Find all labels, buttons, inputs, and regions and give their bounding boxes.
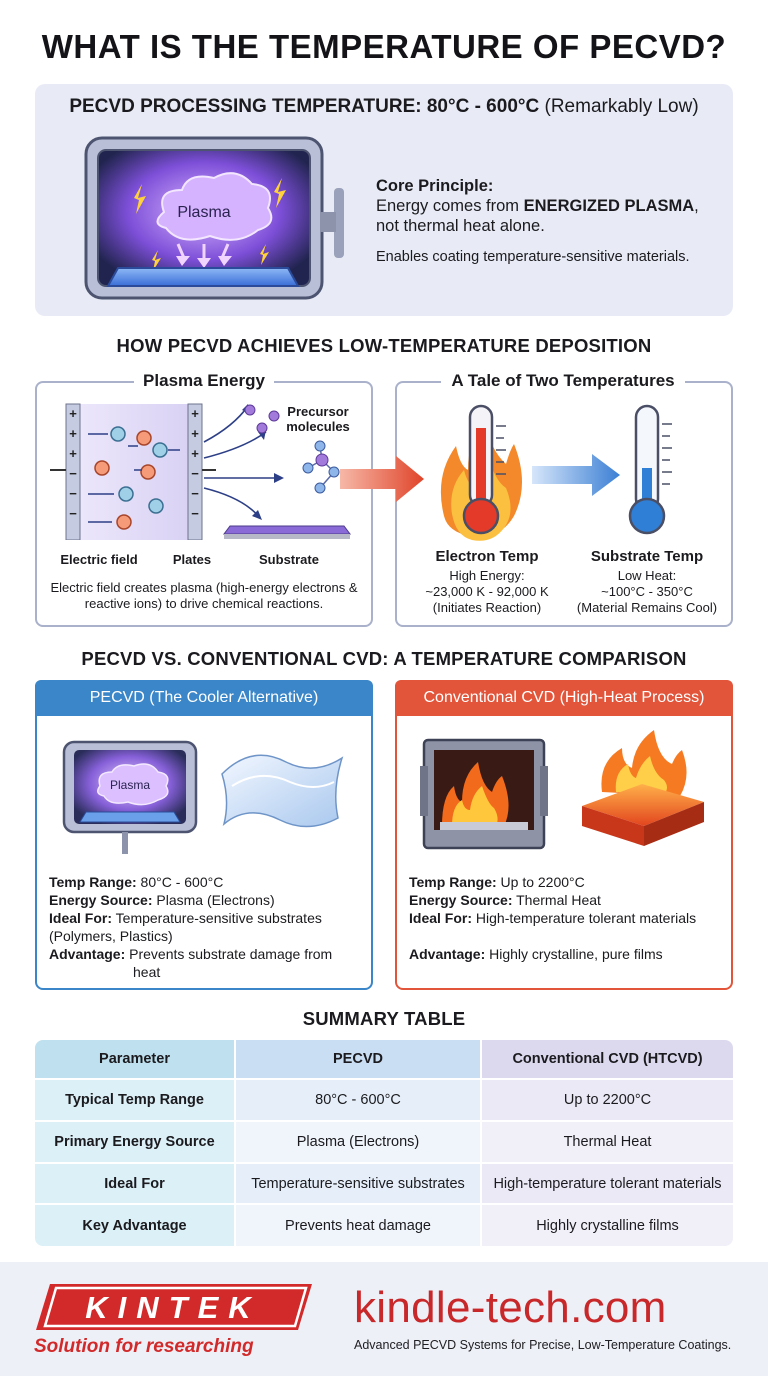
svg-text:+: + [69, 426, 77, 441]
table-cell: Plasma (Electrons) [236, 1122, 482, 1164]
substrate-temp-details [566, 568, 728, 616]
film-sheet-icon [216, 746, 346, 838]
table-row [35, 1080, 733, 1122]
cvd-adv-label: Advantage: [409, 946, 486, 962]
section-title-compare: PECVD VS. CONVENTIONAL CVD: A TEMPERATURE COMPARISON [81, 648, 687, 669]
cvd-temp-value: Up to 2200°C [500, 874, 585, 890]
pecvd-ideal-label: Ideal For: [49, 910, 113, 926]
pecvd-adv-value-2: heat [133, 964, 161, 980]
temp-arrow-blue [530, 452, 622, 498]
hero-title-note: (Remarkably Low) [544, 96, 699, 117]
pecvd-energy-label: Energy Source: [49, 892, 153, 908]
table-cell: Up to 2200°C [482, 1080, 733, 1122]
two-temps-title: A Tale of Two Temperatures [441, 371, 685, 391]
pecvd-card-header: PECVD (The Cooler Alternative) [35, 680, 373, 716]
electron-temp-title: Electron Temp [435, 548, 539, 565]
electron-temp-line-2: ~23,000 K - 92,000 K [425, 584, 549, 599]
summary-table [35, 1040, 733, 1246]
table-header-cell: PECVD [236, 1040, 482, 1080]
enables-text: Enables coating temperature-sensitive materials. [376, 249, 690, 265]
thermometer-hot-icon [434, 398, 524, 543]
svg-text:−: − [191, 486, 199, 501]
svg-text:+: + [69, 406, 77, 421]
svg-text:+: + [69, 446, 77, 461]
svg-text:+: + [191, 406, 199, 421]
table-cell: Highly crystalline films [482, 1205, 733, 1246]
table-header-row [35, 1040, 733, 1080]
cvd-energy-label: Energy Source: [409, 892, 513, 908]
table-row [35, 1122, 733, 1164]
section-title-low-temp: HOW PECVD ACHIEVES LOW-TEMPERATURE DEPOSITION [116, 335, 652, 356]
pecvd-ideal-value: Temperature-sensitive substrates [115, 910, 322, 926]
svg-text:+: + [191, 426, 199, 441]
svg-text:−: − [69, 486, 77, 501]
pecvd-temp-value: 80°C - 600°C [140, 874, 224, 890]
svg-text:−: − [191, 466, 199, 481]
cvd-card-header: Conventional CVD (High-Heat Process) [395, 680, 733, 716]
pecvd-specs [49, 873, 367, 981]
hero-title [35, 96, 733, 118]
pecvd-energy-value: Plasma (Electrons) [156, 892, 275, 908]
pecvd-plasma-label: Plasma [109, 778, 151, 792]
summary-table-title: SUMMARY TABLE [302, 1008, 466, 1029]
cvd-temp-label: Temp Range: [409, 874, 497, 890]
furnace-icon [420, 734, 550, 854]
logo-text: KINTEK [85, 1290, 261, 1325]
precursor-label: Precursor molecules [286, 404, 350, 434]
cvd-ideal-label: Ideal For: [409, 910, 473, 926]
cvd-adv-value: Highly crystalline, pure films [489, 946, 663, 962]
substrate-temp-line-1: Low Heat: [617, 568, 677, 583]
electric-field-label: Electric field [60, 552, 138, 567]
electron-temp-line-3: (Initiates Reaction) [432, 600, 542, 615]
substrate-temp-line-3: (Material Remains Cool) [576, 600, 718, 615]
cvd-energy-value: Thermal Heat [516, 892, 601, 908]
monitor-plasma-icon [78, 128, 348, 308]
core-line-1-bold: ENERGIZED PLASMA [523, 197, 695, 215]
hero-plasma-label: Plasma [177, 204, 231, 221]
table-cell: 80°C - 600°C [236, 1080, 482, 1122]
table-row [35, 1164, 733, 1205]
svg-text:−: − [191, 506, 199, 521]
table-cell: Primary Energy Source [35, 1122, 236, 1164]
table-cell: Temperature-sensitive substrates [236, 1164, 482, 1205]
substrate-temp-title: Substrate Temp [590, 548, 704, 565]
table-cell: High-temperature tolerant materials [482, 1164, 733, 1205]
svg-text:−: − [69, 466, 77, 481]
pecvd-monitor-icon [62, 738, 212, 858]
table-header-cell: Conventional CVD (HTCVD) [482, 1040, 733, 1080]
core-line-1-post: , [694, 197, 699, 215]
substrate-temp-line-2: ~100°C - 350°C [601, 584, 693, 599]
svg-text:−: − [69, 506, 77, 521]
table-cell: Prevents heat damage [236, 1205, 482, 1246]
table-cell: Ideal For [35, 1164, 236, 1205]
svg-text:+: + [191, 446, 199, 461]
plasma-caption: Electric field creates plasma (high-energy electrons & reactive ions) to drive chemical reactions. [50, 580, 358, 611]
page-title: WHAT IS THE TEMPERATURE OF PECVD? [41, 28, 727, 65]
table-header-cell: Parameter [35, 1040, 236, 1080]
domain-text: kindle-tech.com [354, 1283, 667, 1332]
plates-label: Plates [172, 552, 212, 567]
pecvd-adv-label: Advantage: [49, 946, 126, 962]
pecvd-adv-value: Prevents substrate damage from [129, 946, 333, 962]
hot-block-icon [572, 728, 712, 852]
core-line-2: not thermal heat alone. [376, 217, 545, 235]
table-cell: Typical Temp Range [35, 1080, 236, 1122]
pecvd-temp-label: Temp Range: [49, 874, 137, 890]
table-cell: Key Advantage [35, 1205, 236, 1246]
pecvd-ideal-value-2: (Polymers, Plastics) [49, 928, 173, 944]
table-cell: Thermal Heat [482, 1122, 733, 1164]
hero-title-main: PECVD PROCESSING TEMPERATURE: 80°C - 600°C [69, 96, 540, 117]
thermometer-cool-icon [614, 402, 684, 542]
substrate-label: Substrate [259, 552, 319, 567]
table-row [35, 1205, 733, 1246]
logo-tagline: Solution for researching [34, 1336, 254, 1356]
cvd-ideal-value: High-temperature tolerant materials [475, 910, 697, 926]
cvd-specs [409, 873, 727, 963]
core-line-1 [376, 196, 721, 216]
core-principle [376, 176, 721, 236]
plasma-energy-title: Plasma Energy [134, 371, 274, 391]
electron-temp-line-1: High Energy: [449, 568, 525, 583]
temp-arrow-red [338, 454, 426, 504]
core-heading: Core Principle: [376, 177, 494, 195]
kintek-logo [34, 1280, 316, 1356]
core-line-1-pre: Energy comes from [376, 197, 524, 215]
footer-tagline: Advanced PECVD Systems for Precise, Low-Temperature Coatings. [354, 1338, 732, 1352]
electron-temp-details [412, 568, 562, 616]
